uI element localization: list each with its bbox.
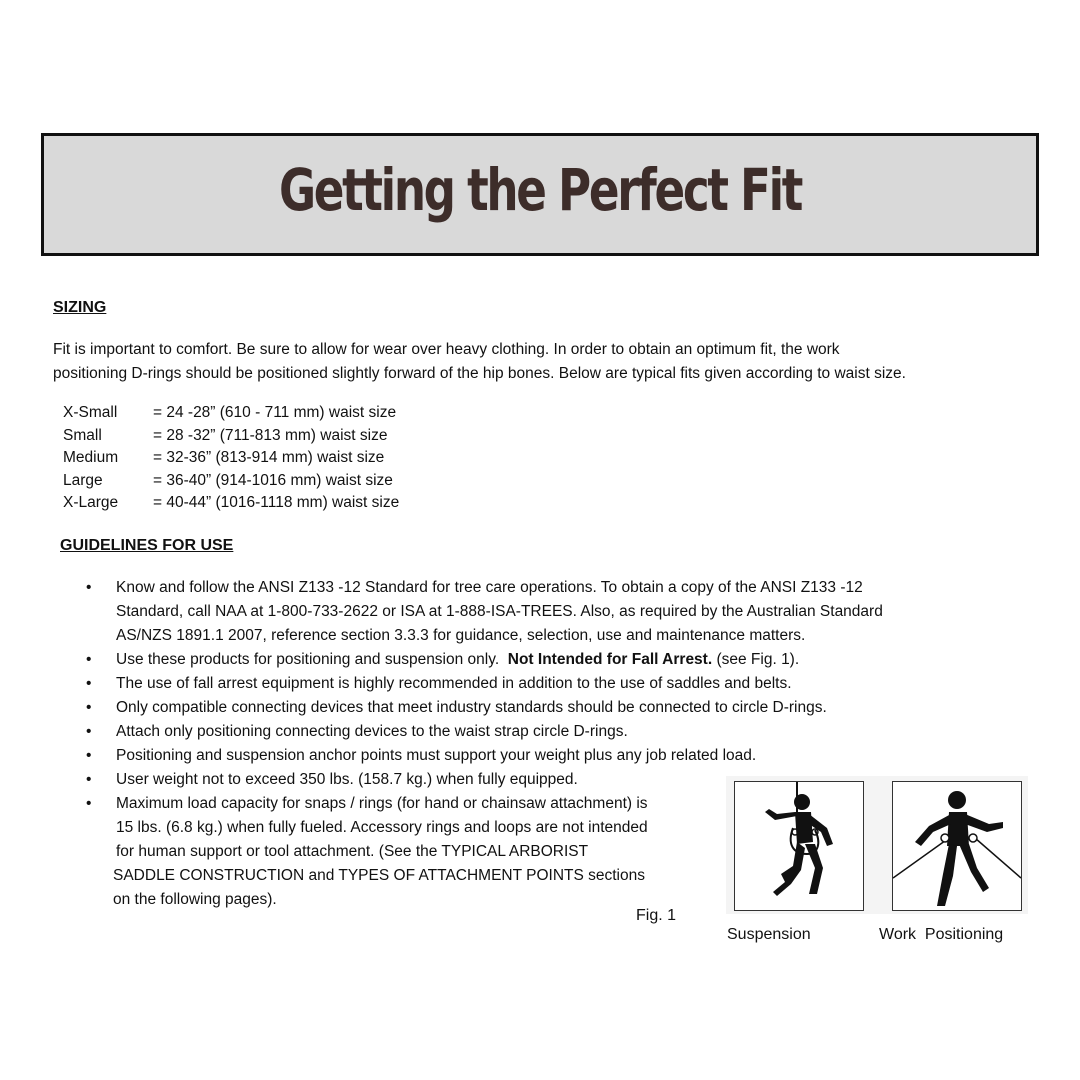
size-row-x-small [63,402,399,425]
suspension-figure-icon [735,782,863,910]
size-row-x-large [63,492,399,515]
sizing-paragraph-line: Fit is important to comfort. Be sure to allow for wear over heavy clothing. In order to obtain an optimum fit, the work [53,341,840,358]
bullet-line: SADDLE CONSTRUCTION and TYPES OF ATTACHMENT POINTS sections [113,867,645,884]
bullet-dot: • [86,675,92,692]
fall-arrest-warning: Not Intended for Fall Arrest. [507,651,713,668]
suspension-caption: Suspension [727,926,811,943]
size-row-small [63,425,399,448]
bullet-dot: • [86,795,92,812]
sizing-heading: SIZING [53,299,107,316]
bullet-dot: • [86,723,92,740]
bullet-line: on the following pages). [113,891,277,908]
bullet-line: Standard, call NAA at 1-800-733-2622 or ISA at 1-888-ISA-TREES. Also, as required by the Australian Standard [116,603,883,620]
bullet-text: (see Fig. 1). [712,651,800,668]
title-banner [41,133,1039,256]
size-row-medium [63,447,399,470]
sizing-paragraph [53,338,906,386]
size-name: Small [63,426,102,444]
work-positioning-caption: Work Positioning [879,926,1004,943]
bullet-line: Attach only positioning connecting devices to the waist strap circle D-rings. [116,723,628,740]
size-name: X-Large [63,494,119,511]
suspension-pictogram-icon [734,781,864,911]
page-title: Getting the Perfect Fit [278,156,802,224]
bullet-dot: • [86,699,92,716]
bullet-line: Maximum load capacity for snaps / rings (for hand or chainsaw attachment) is [116,795,648,812]
list-item [84,720,883,744]
size-table [63,402,399,515]
bullet-line: Know and follow the ANSI Z133 -12 Standard for tree care operations. To obtain a copy of the ANSI Z133 -12 [116,579,863,596]
bullet-dot: • [86,651,92,668]
bullet-line: User weight not to exceed 350 lbs. (158.7 kg.) when fully equipped. [116,771,578,788]
size-spec: = 32-36” (813-914 mm) waist size [153,449,385,466]
bullet-text: Use these products for positioning and suspension only. [116,651,508,668]
size-spec: = 28 -32” (711-813 mm) waist size [153,426,388,444]
size-spec: = 36-40” (914-1016 mm) waist size [153,471,393,489]
bullet-dot: • [86,771,92,788]
bullet-line: Only compatible connecting devices that meet industry standards should be connected to circle D-rings. [116,699,827,716]
size-name: Large [63,471,103,489]
bullet-dot: • [86,579,92,596]
bullet-line: 15 lbs. (6.8 kg.) when fully fueled. Accessory rings and loops are not intended [116,819,648,836]
size-name: X-Small [63,404,118,421]
bullet-line: The use of fall arrest equipment is highly recommended in addition to the use of saddles and belts. [116,675,792,692]
work-positioning-pictogram-icon [892,781,1022,911]
bullet-line: AS/NZS 1891.1 2007, reference section 3.3.3 for guidance, selection, use and maintenance matters. [116,627,806,644]
size-spec: = 24 -28” (610 - 711 mm) waist size [153,404,397,421]
bullet-line: for human support or tool attachment. (See the TYPICAL ARBORIST [116,843,589,860]
bullet-line: Positioning and suspension anchor points must support your weight plus any job related load. [116,747,757,764]
work-positioning-figure-icon [893,782,1021,910]
list-item [84,576,883,648]
list-item [84,696,883,720]
size-spec: = 40-44” (1016-1118 mm) waist size [153,494,400,511]
figure-label: Fig. 1 [636,907,677,924]
sizing-paragraph-line: positioning D-rings should be positioned slightly forward of the hip bones. Below are typical fits given according to waist size. [53,365,906,382]
size-name: Medium [63,449,119,466]
bullet-line [116,648,883,672]
size-row-large [63,470,399,493]
list-item [84,744,883,768]
list-item [84,648,883,672]
list-item [84,672,883,696]
bullet-dot: • [86,747,92,764]
guidelines-heading: GUIDELINES FOR USE [60,537,234,554]
